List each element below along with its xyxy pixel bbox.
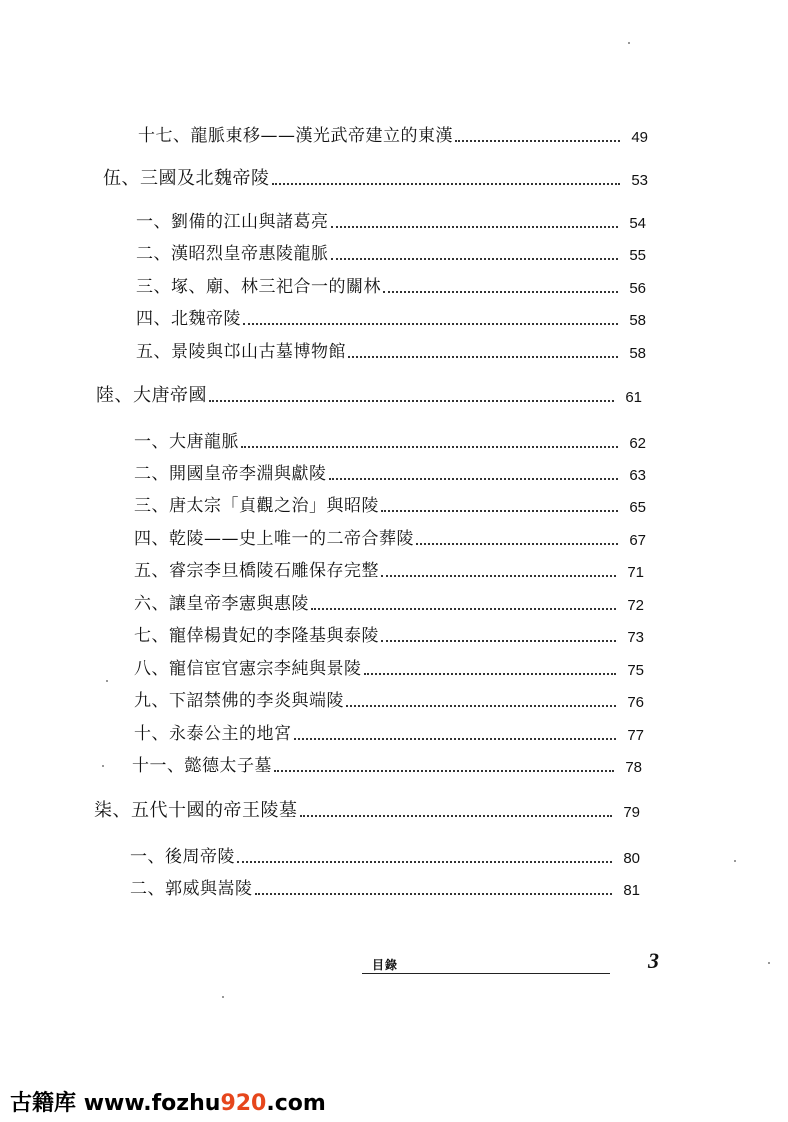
toc-leader-dots	[209, 400, 614, 402]
toc-entry-title: 二、郭威與嵩陵	[130, 879, 253, 899]
toc-leader-dots	[348, 356, 618, 358]
toc-entry	[130, 847, 640, 867]
toc-leader-dots	[294, 738, 617, 740]
toc-chapter-page: 61	[625, 389, 642, 406]
toc-chapter-title: 柒、五代十國的帝王陵墓	[94, 800, 298, 821]
toc-entry	[134, 432, 646, 452]
toc-entry-page: 80	[623, 850, 640, 867]
toc-chapter-page: 79	[623, 804, 640, 821]
toc-entry-title: 一、大唐龍脈	[134, 432, 239, 452]
toc-entry	[134, 529, 646, 549]
toc-entry-page: 67	[629, 532, 646, 549]
scan-speck	[734, 860, 736, 862]
toc-entry-title: 一、劉備的江山與諸葛亮	[136, 212, 329, 232]
toc-leader-dots	[381, 640, 616, 642]
scan-speck	[628, 42, 630, 44]
toc-leader-dots	[274, 770, 614, 772]
toc-leader-dots	[381, 575, 616, 577]
toc-entry-title: 四、北魏帝陵	[136, 309, 241, 329]
toc-entry-title: 九、下詔禁佛的李炎與端陵	[134, 691, 344, 711]
toc-entry-page: 49	[631, 129, 648, 146]
toc-chapter-title: 陸、大唐帝國	[96, 385, 207, 406]
watermark	[10, 1086, 326, 1117]
toc-entry-page: 58	[629, 345, 646, 362]
toc-entry-page: 76	[627, 694, 644, 711]
toc-entry	[136, 277, 646, 297]
toc-entry-title: 十一、懿德太子墓	[132, 756, 272, 776]
toc-leader-dots	[243, 323, 618, 325]
watermark-url-number: 920	[220, 1091, 267, 1116]
toc-entry-page: 73	[627, 629, 644, 646]
toc-chapter	[94, 801, 640, 821]
toc-entry	[134, 496, 646, 516]
toc-entry	[132, 756, 642, 776]
toc-entry-title: 三、唐太宗「貞觀之治」與昭陵	[134, 496, 379, 516]
toc-entry-title: 六、讓皇帝李憲與惠陵	[134, 594, 309, 614]
toc-entry-page: 65	[629, 499, 646, 516]
toc-entry	[130, 879, 640, 899]
watermark-url-prefix: www.fozhu	[83, 1091, 221, 1116]
toc-entry-title: 四、乾陵——史上唯一的二帝合葬陵	[134, 529, 414, 549]
toc-entry	[136, 244, 646, 264]
toc-entry-page: 75	[627, 662, 644, 679]
toc-leader-dots	[255, 893, 613, 895]
toc-entry-title: 一、後周帝陵	[130, 847, 235, 867]
toc-entry-page: 56	[629, 280, 646, 297]
toc-entry	[136, 342, 646, 362]
toc-entry-page: 78	[625, 759, 642, 776]
toc-entry-title: 十、永泰公主的地宮	[134, 724, 292, 744]
toc-entry	[134, 464, 646, 484]
page-number: 3	[648, 948, 659, 973]
footer-rule	[362, 973, 610, 974]
toc-leader-dots	[300, 815, 613, 817]
toc-leader-dots	[364, 673, 617, 675]
scan-speck	[102, 765, 104, 767]
footer-section-label: 目錄	[372, 958, 399, 972]
toc-entry-page: 54	[629, 215, 646, 232]
toc-entry-title: 五、景陵與邙山古墓博物館	[136, 342, 346, 362]
toc-entry-page: 62	[629, 435, 646, 452]
toc-entry-title: 三、塚、廟、林三祀合一的關林	[136, 277, 381, 297]
toc-entry-title: 二、漢昭烈皇帝惠陵龍脈	[136, 244, 329, 264]
toc-entry	[136, 212, 646, 232]
toc-entry	[134, 594, 644, 614]
toc-entry-title: 二、開國皇帝李淵與獻陵	[134, 464, 327, 484]
scan-speck	[222, 996, 224, 998]
toc-entry-page: 81	[623, 882, 640, 899]
toc-entry-page: 58	[629, 312, 646, 329]
toc-chapter-page: 53	[631, 172, 648, 189]
toc-leader-dots	[237, 861, 612, 863]
toc-leader-dots	[346, 705, 616, 707]
toc-leader-dots	[331, 258, 619, 260]
toc-chapter-title: 伍、三國及北魏帝陵	[103, 168, 270, 189]
toc-entry-page: 77	[627, 727, 644, 744]
toc-entry-title: 五、睿宗李旦橋陵石雕保存完整	[134, 561, 379, 581]
toc-leader-dots	[381, 510, 618, 512]
toc-leader-dots	[416, 543, 618, 545]
toc-entry	[138, 126, 648, 146]
watermark-url	[84, 1091, 326, 1116]
toc-entry-page: 63	[629, 467, 646, 484]
toc-entry	[134, 626, 644, 646]
toc-entry	[134, 561, 644, 581]
toc-leader-dots	[331, 226, 619, 228]
toc-entry	[134, 724, 644, 744]
scan-speck	[768, 962, 770, 964]
toc-leader-dots	[383, 291, 618, 293]
scan-speck	[106, 680, 108, 682]
toc-entry	[136, 309, 646, 329]
toc-leader-dots	[455, 140, 620, 142]
watermark-site-name: 古籍库	[10, 1091, 77, 1116]
toc-entry-title: 七、寵倖楊貴妃的李隆基與泰陵	[134, 626, 379, 646]
toc-entry	[134, 659, 644, 679]
toc-entry	[134, 691, 644, 711]
toc-entry-title: 十七、龍脈東移——漢光武帝建立的東漢	[138, 126, 453, 146]
toc-leader-dots	[311, 608, 616, 610]
toc-leader-dots	[272, 183, 621, 185]
toc-chapter	[96, 386, 642, 406]
watermark-url-suffix: .com	[266, 1091, 326, 1116]
toc-entry-title: 八、寵信宦官憲宗李純與景陵	[134, 659, 362, 679]
toc-leader-dots	[241, 446, 618, 448]
toc-entry-page: 71	[627, 564, 644, 581]
toc-chapter	[103, 169, 648, 189]
toc-entry-page: 72	[627, 597, 644, 614]
toc-leader-dots	[329, 478, 619, 480]
toc-entry-page: 55	[629, 247, 646, 264]
